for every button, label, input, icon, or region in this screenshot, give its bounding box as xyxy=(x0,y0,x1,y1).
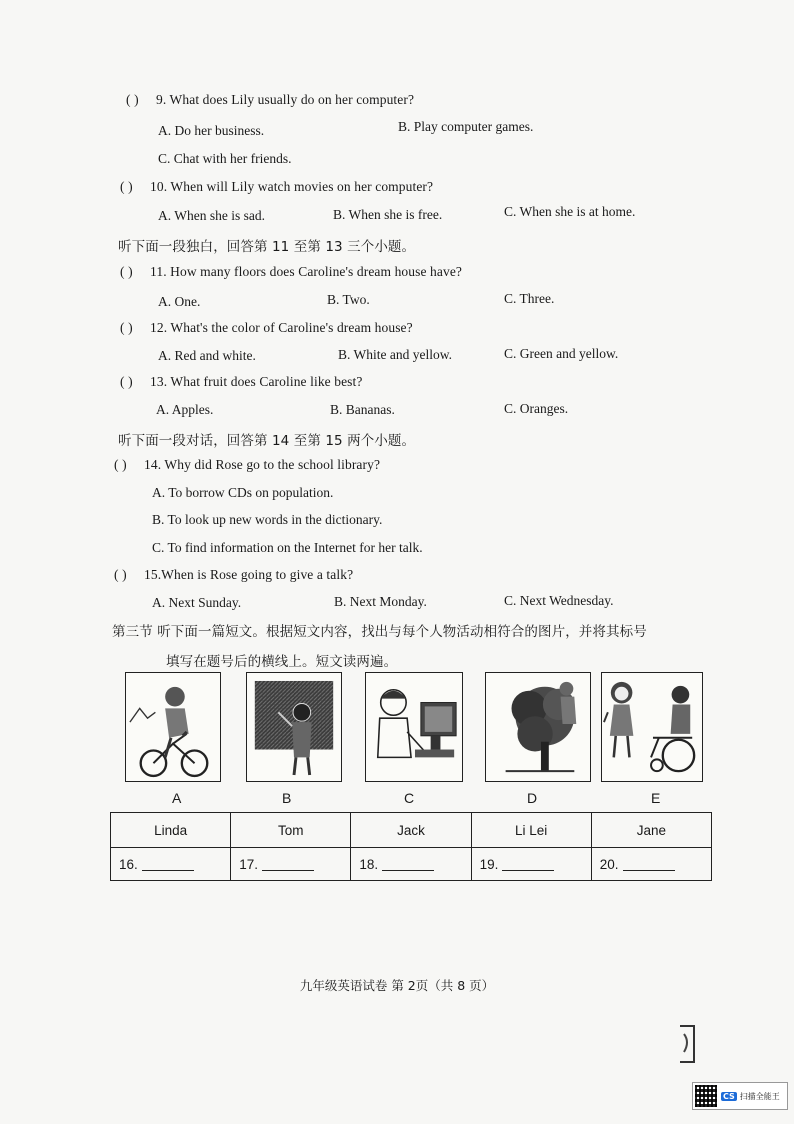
table-row xyxy=(111,848,712,881)
section3-instruction-line2: 填写在题号后的横线上。短文读两遍。 xyxy=(166,654,398,670)
answer-blank[interactable] xyxy=(623,870,675,871)
answer-blank-cell[interactable] xyxy=(111,848,231,881)
question-text: 12. What's the color of Caroline's dream house? xyxy=(150,320,413,335)
question-text: 14. Why did Rose go to the school library? xyxy=(144,457,381,472)
question-11 xyxy=(120,264,462,280)
question-number: 17. xyxy=(239,856,258,872)
option-a: A. To borrow CDs on population. xyxy=(152,485,334,500)
question-number: 19. xyxy=(479,856,499,872)
option-b: B. White and yellow. xyxy=(338,347,452,362)
answer-blank-cell[interactable] xyxy=(471,848,591,881)
question-text: 11. How many floors does Caroline's dream house have? xyxy=(150,264,463,279)
option-c: C. When she is at home. xyxy=(504,204,636,219)
answer-bracket: ( ) xyxy=(114,567,127,582)
answer-bracket: ( ) xyxy=(120,264,133,279)
picture-label-d: D xyxy=(527,790,538,806)
answer-bracket: ( ) xyxy=(114,457,127,472)
boy-at-computer-icon xyxy=(365,672,463,782)
person-planting-tree-icon xyxy=(485,672,591,782)
name-cell: Li Lei xyxy=(471,813,591,848)
scanner-logo: CS xyxy=(723,1091,735,1101)
question-15 xyxy=(114,567,353,583)
qr-code-icon xyxy=(695,1085,717,1107)
option-b: B. Play computer games. xyxy=(398,119,534,134)
option-b: B. Next Monday. xyxy=(334,594,427,609)
option-c: C. Green and yellow. xyxy=(504,346,619,361)
name-cell: Jane xyxy=(591,813,711,848)
question-number: 20. xyxy=(599,856,619,872)
question-9 xyxy=(126,92,414,108)
answer-blank[interactable] xyxy=(142,870,194,871)
dialogue-instruction: 听下面一段对话，回答第 14 至第 15 两个小题。 xyxy=(118,433,416,449)
option-c: C. Next Wednesday. xyxy=(504,593,614,608)
picture-label-b: B xyxy=(282,790,292,806)
question-text: 9. What does Lily usually do on her computer? xyxy=(156,92,415,107)
option-c: C. To find information on the Internet for her talk. xyxy=(152,540,423,555)
monologue-instruction: 听下面一段独白，回答第 11 至第 13 三个小题。 xyxy=(118,239,416,255)
question-10 xyxy=(120,179,433,195)
scanner-watermark xyxy=(692,1082,788,1110)
option-b: B. When she is free. xyxy=(333,207,443,222)
option-a: A. Red and white. xyxy=(158,348,256,363)
option-b: B. To look up new words in the dictionary. xyxy=(152,512,383,527)
answer-blank[interactable] xyxy=(502,870,554,871)
girl-helping-wheelchair-user-icon xyxy=(601,672,703,782)
answer-bracket: ( ) xyxy=(120,179,133,194)
option-a: A. Do her business. xyxy=(158,123,265,138)
picture-label-c: C xyxy=(404,790,415,806)
question-text: 15.When is Rose going to give a talk? xyxy=(144,567,354,582)
answer-table xyxy=(110,812,712,881)
answer-bracket: ( ) xyxy=(126,92,139,107)
name-cell: Linda xyxy=(111,813,231,848)
table-row xyxy=(111,813,712,848)
name-cell: Tom xyxy=(231,813,351,848)
answer-blank-cell[interactable] xyxy=(351,848,471,881)
picture-label-e: E xyxy=(651,790,661,806)
answer-bracket: ( ) xyxy=(120,320,133,335)
answer-blank[interactable] xyxy=(262,870,314,871)
option-c: C. Three. xyxy=(504,291,555,306)
scanner-text: 扫描全能王 xyxy=(739,1091,780,1101)
person-at-blackboard-icon xyxy=(246,672,342,782)
question-14 xyxy=(114,457,380,473)
option-a: A. When she is sad. xyxy=(158,208,265,223)
option-b: B. Two. xyxy=(327,292,370,307)
option-c: C. Chat with her friends. xyxy=(158,151,292,166)
section3-instruction-line1: 第三节 听下面一篇短文。根据短文内容，找出与每个人物活动相符合的图片，并将其标号 xyxy=(112,624,647,640)
page-footer: 九年级英语试卷 第 2页（共 8 页） xyxy=(299,978,495,993)
picture-label-a: A xyxy=(172,790,182,806)
option-a: A. Next Sunday. xyxy=(152,595,242,610)
answer-blank[interactable] xyxy=(382,870,434,871)
question-12 xyxy=(120,320,413,336)
option-a: A. One. xyxy=(158,294,201,309)
option-a: A. Apples. xyxy=(156,402,214,417)
name-cell: Jack xyxy=(351,813,471,848)
boy-riding-bicycle-icon xyxy=(125,672,221,782)
question-text: 10. When will Lily watch movies on her computer? xyxy=(150,179,434,194)
answer-bracket: ( ) xyxy=(120,374,133,389)
question-number: 18. xyxy=(359,856,379,872)
answer-blank-cell[interactable] xyxy=(231,848,351,881)
question-text: 13. What fruit does Caroline like best? xyxy=(150,374,363,389)
option-c: C. Oranges. xyxy=(504,401,569,416)
question-13 xyxy=(120,374,362,390)
picture-row xyxy=(125,672,715,787)
scan-edge-mark-icon xyxy=(676,1022,698,1066)
answer-blank-cell[interactable] xyxy=(591,848,711,881)
question-number: 16. xyxy=(119,856,138,872)
option-b: B. Bananas. xyxy=(330,402,395,417)
